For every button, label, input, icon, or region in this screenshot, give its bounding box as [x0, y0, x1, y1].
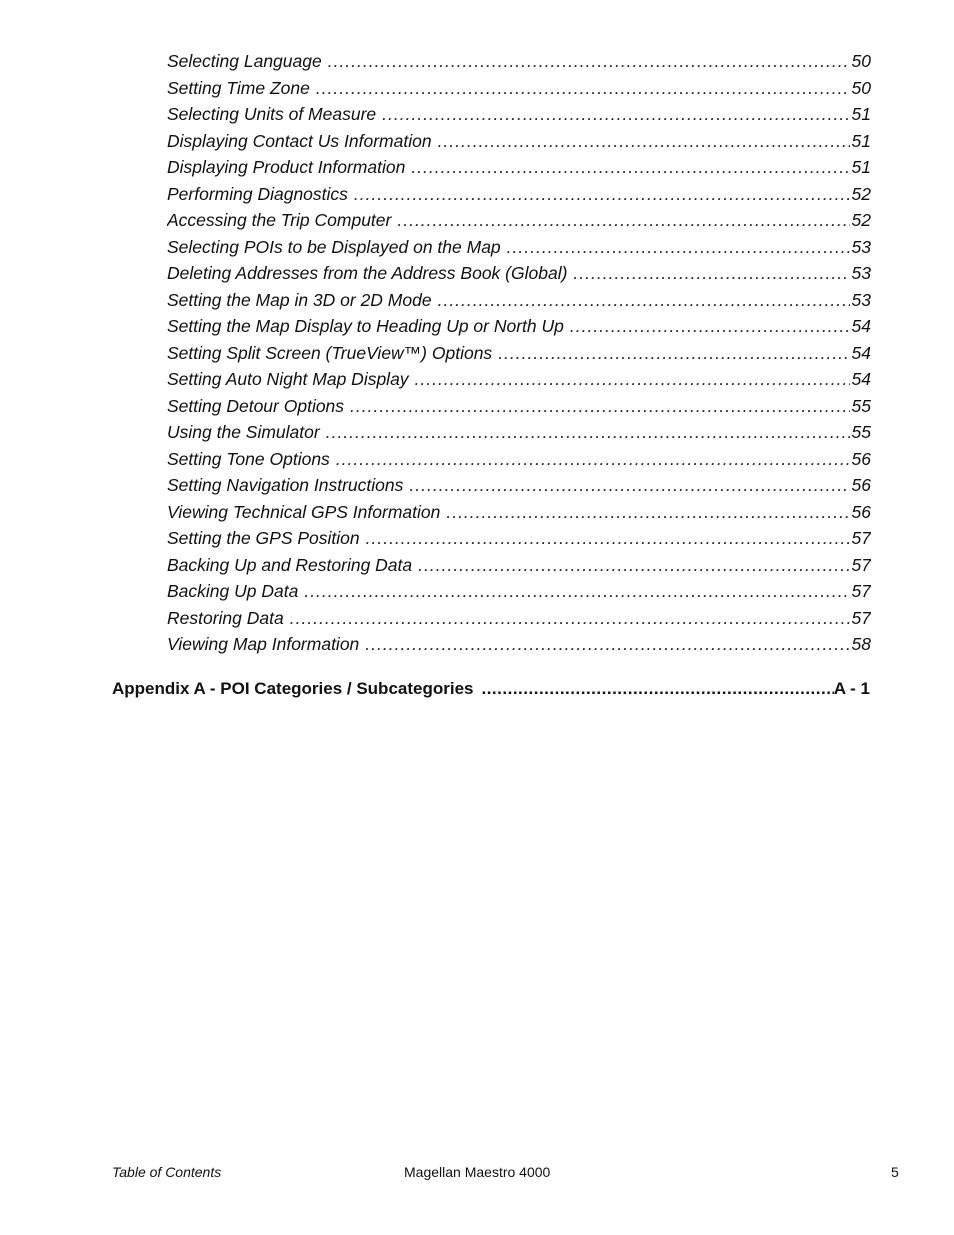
toc-entry[interactable]	[167, 394, 871, 418]
toc-entry[interactable]	[167, 261, 871, 285]
toc-entry-title: Displaying Product Information	[167, 157, 406, 177]
toc-entry-page: 55	[851, 396, 871, 416]
toc-entry[interactable]	[167, 288, 871, 312]
dot-leader	[498, 341, 849, 365]
toc-entry-title: Viewing Map Information	[167, 634, 360, 654]
dot-leader	[382, 102, 849, 126]
toc-entry-page: 54	[851, 316, 871, 336]
dot-leader	[573, 261, 849, 285]
toc-entry-title: Accessing the Trip Computer	[167, 210, 392, 230]
toc-entry-page: 53	[851, 237, 871, 257]
dot-leader	[336, 447, 850, 471]
toc-entry-title: Viewing Technical GPS Information	[167, 502, 441, 522]
dot-leader	[304, 579, 849, 603]
toc-entry-title: Setting the Map Display to Heading Up or North Up	[167, 316, 564, 336]
toc-entry-page: 56	[851, 502, 871, 522]
toc-entry-page: 51	[851, 104, 871, 124]
toc-entry-page: 51	[851, 131, 871, 151]
toc-entry-page: 52	[851, 210, 871, 230]
toc-entry-page: 53	[851, 290, 871, 310]
toc-entry-title: Displaying Contact Us Information	[167, 131, 432, 151]
toc-appendix-title: Appendix A - POI Categories / Subcategories	[112, 679, 474, 698]
toc-entry[interactable]	[167, 526, 871, 550]
toc-entry-page: 56	[851, 449, 871, 469]
dot-leader	[418, 553, 849, 577]
toc-entry-page: 54	[851, 343, 871, 363]
dot-leader	[366, 526, 850, 550]
dot-leader	[438, 129, 850, 153]
toc-entry[interactable]	[167, 606, 871, 630]
toc-entry-page: 57	[851, 581, 871, 601]
toc-entry[interactable]	[167, 579, 871, 603]
toc-entry-title: Using the Simulator	[167, 422, 320, 442]
toc-entry-page: 54	[851, 369, 871, 389]
dot-leader	[438, 288, 850, 312]
toc-entry[interactable]	[167, 182, 871, 206]
toc-entry[interactable]	[167, 102, 871, 126]
toc-entry[interactable]	[167, 155, 871, 179]
toc-appendix-page: A - 1	[833, 679, 870, 698]
toc-entry-title: Restoring Data	[167, 608, 284, 628]
dot-leader	[446, 500, 849, 524]
toc-entry-page: 52	[851, 184, 871, 204]
toc-entry-title: Setting Split Screen (TrueView™) Options	[167, 343, 493, 363]
toc-entry[interactable]	[167, 314, 871, 338]
dot-leader	[415, 367, 850, 391]
toc-entry-title: Setting the Map in 3D or 2D Mode	[167, 290, 432, 310]
footer-section-name: Table of Contents	[112, 1164, 222, 1180]
toc-entry-page: 55	[851, 422, 871, 442]
dot-leader	[350, 394, 849, 418]
toc-entry[interactable]	[167, 473, 871, 497]
toc-entry-title: Setting Tone Options	[167, 449, 330, 469]
toc-entry[interactable]	[167, 447, 871, 471]
page-footer	[0, 1162, 954, 1182]
toc-entry-page: 57	[851, 608, 871, 628]
toc-entry-title: Setting Detour Options	[167, 396, 345, 416]
toc-entry-page: 50	[851, 51, 871, 71]
toc-entry[interactable]	[167, 235, 871, 259]
toc-entry-title: Setting Time Zone	[167, 78, 310, 98]
toc-entry-title: Selecting POIs to be Displayed on the Map	[167, 237, 501, 257]
toc-entry[interactable]	[167, 129, 871, 153]
footer-page-number: 5	[891, 1164, 899, 1180]
toc-entry-page: 50	[851, 78, 871, 98]
toc-entry[interactable]	[167, 367, 871, 391]
toc-entry[interactable]	[167, 632, 871, 656]
footer-product-name: Magellan Maestro 4000	[404, 1164, 551, 1180]
toc-entry-title: Setting Auto Night Map Display	[167, 369, 409, 389]
toc-entry-title: Selecting Language	[167, 51, 322, 71]
toc-appendix-entry[interactable]	[112, 676, 870, 702]
toc-entry-title: Backing Up and Restoring Data	[167, 555, 413, 575]
toc-entry-title: Setting the GPS Position	[167, 528, 360, 548]
dot-leader	[365, 632, 849, 656]
dot-leader	[481, 676, 833, 702]
toc-entry-title: Backing Up Data	[167, 581, 299, 601]
toc-entry-title: Performing Diagnostics	[167, 184, 348, 204]
toc-entry-title: Setting Navigation Instructions	[167, 475, 404, 495]
dot-leader	[507, 235, 850, 259]
dot-leader	[328, 49, 850, 73]
toc-entry[interactable]	[167, 76, 871, 100]
toc-entry[interactable]	[167, 420, 871, 444]
toc-entry-page: 56	[851, 475, 871, 495]
dot-leader	[326, 420, 850, 444]
toc-entry-page: 51	[851, 157, 871, 177]
toc-entry[interactable]	[167, 49, 871, 73]
dot-leader	[397, 208, 849, 232]
toc-entry[interactable]	[167, 341, 871, 365]
toc-entry-page: 53	[851, 263, 871, 283]
toc-entry-title: Selecting Units of Measure	[167, 104, 377, 124]
dot-leader	[411, 155, 849, 179]
dot-leader	[316, 76, 850, 100]
toc-entry-page: 57	[851, 528, 871, 548]
toc-entry[interactable]	[167, 500, 871, 524]
dot-leader	[290, 606, 850, 630]
toc-entry-page: 57	[851, 555, 871, 575]
toc-entry-title: Deleting Addresses from the Address Book (Global)	[167, 263, 568, 283]
toc-entry[interactable]	[167, 208, 871, 232]
dot-leader	[409, 473, 849, 497]
toc-entry[interactable]	[167, 553, 871, 577]
toc-entry-page: 58	[851, 634, 871, 654]
dot-leader	[354, 182, 850, 206]
dot-leader	[570, 314, 850, 338]
